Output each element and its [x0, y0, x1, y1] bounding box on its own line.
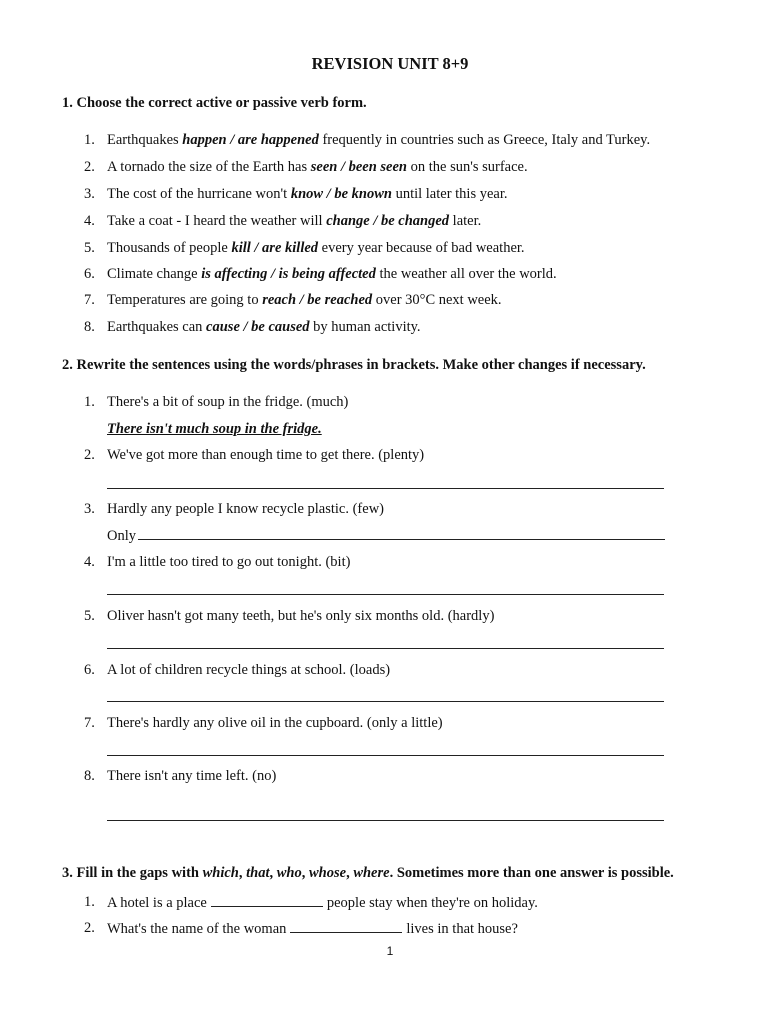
answer-prefix: Only [107, 528, 136, 544]
item-text: Hardly any people I know recycle plastic. (few) [107, 501, 384, 517]
verb-choice: seen / been seen [310, 159, 407, 175]
item-text: on the sun's surface. [407, 159, 528, 175]
item-number: 1. [84, 132, 95, 148]
item-number: 2. [84, 447, 95, 463]
item-text: until later this year. [391, 186, 508, 202]
example-answer: There isn't much soup in the fridge. [107, 421, 322, 437]
answer-line[interactable] [138, 527, 665, 540]
item-text: by human activity. [309, 319, 421, 335]
item-number: 2. [84, 159, 95, 175]
item-number: 1. [84, 894, 95, 910]
verb-choice: know / be known [290, 186, 392, 202]
item-text: What's the name of the woman [107, 921, 287, 937]
item-number: 3. [84, 501, 95, 517]
answer-line[interactable] [107, 594, 664, 595]
keyword: that [246, 865, 270, 881]
item-text: A tornado the size of the Earth has [107, 159, 311, 175]
answer-line[interactable] [107, 648, 664, 649]
item-number: 8. [84, 319, 95, 335]
item-text: Climate change [107, 266, 202, 282]
section-2-heading: 2. Rewrite the sentences using the words/phrases in brackets. Make other changes if necessary. [62, 357, 646, 373]
item-text: Oliver hasn't got many teeth, but he's only six months old. (hardly) [107, 608, 495, 624]
item-number: 5. [84, 240, 95, 256]
keyword: which [202, 865, 239, 881]
item-text: the weather all over the world. [375, 266, 557, 282]
answer-line[interactable] [107, 820, 664, 821]
item-text: There's a bit of soup in the fridge. (much) [107, 394, 349, 410]
item-text: lives in that house? [406, 921, 518, 937]
item-text: Temperatures are going to [107, 292, 263, 308]
item-number: 3. [84, 186, 95, 202]
item-number: 6. [84, 662, 95, 678]
keyword: whose [308, 865, 347, 881]
answer-line[interactable] [107, 701, 664, 702]
item-number: 4. [84, 554, 95, 570]
item-number: 1. [84, 394, 95, 410]
item-number: 7. [84, 292, 95, 308]
verb-choice: happen / are happened [182, 132, 319, 148]
keyword: who [276, 865, 302, 881]
item-text: Earthquakes [107, 132, 183, 148]
heading-text: 3. Fill in the gaps with [62, 865, 203, 881]
section-3-heading: 3. Fill in the gaps with which, that, who, whose, where. Sometimes more than one answer is possible. [62, 865, 674, 881]
item-text: I'm a little too tired to go out tonight. (bit) [107, 554, 351, 570]
heading-text: . Sometimes more than one answer is possible. [389, 865, 674, 881]
item-text: The cost of the hurricane won't [107, 186, 291, 202]
item-text: every year because of bad weather. [318, 240, 525, 256]
item-number: 5. [84, 608, 95, 624]
item-text: There's hardly any olive oil in the cupboard. (only a little) [107, 715, 443, 731]
answer-line[interactable] [107, 488, 664, 489]
item-text: Thousands of people [107, 240, 232, 256]
item-text: We've got more than enough time to get there. (plenty) [107, 447, 425, 463]
item-number: 8. [84, 768, 95, 784]
verb-choice: is affecting / is being affected [201, 266, 376, 282]
page-title: REVISION UNIT 8+9 [311, 54, 469, 73]
item-number: 6. [84, 266, 95, 282]
item-text: over 30°C next week. [372, 292, 502, 308]
verb-choice: cause / be caused [206, 319, 310, 335]
answer-line[interactable] [107, 755, 664, 756]
item-text: Take a coat - I heard the weather will [107, 213, 327, 229]
section-1-heading: 1. Choose the correct active or passive verb form. [62, 95, 367, 111]
item-text: A lot of children recycle things at school. (loads) [107, 662, 391, 678]
item-text: later. [449, 213, 482, 229]
item-number: 2. [84, 920, 95, 936]
verb-choice: kill / are killed [231, 240, 319, 256]
item-number: 7. [84, 715, 95, 731]
page-number: 1 [386, 944, 394, 958]
item-text: people stay when they're on holiday. [326, 895, 538, 911]
item-text: There isn't any time left. (no) [107, 768, 277, 784]
item-text: A hotel is a place [107, 895, 207, 911]
item-text: Earthquakes can [107, 319, 207, 335]
verb-choice: change / be changed [326, 213, 450, 229]
gap-blank[interactable] [290, 920, 402, 933]
keyword: where [353, 865, 390, 881]
item-number: 4. [84, 213, 95, 229]
gap-blank[interactable] [211, 894, 323, 907]
item-text: frequently in countries such as Greece, Italy and Turkey. [318, 132, 651, 148]
answer-row-only [107, 527, 665, 545]
verb-choice: reach / be reached [262, 292, 373, 308]
